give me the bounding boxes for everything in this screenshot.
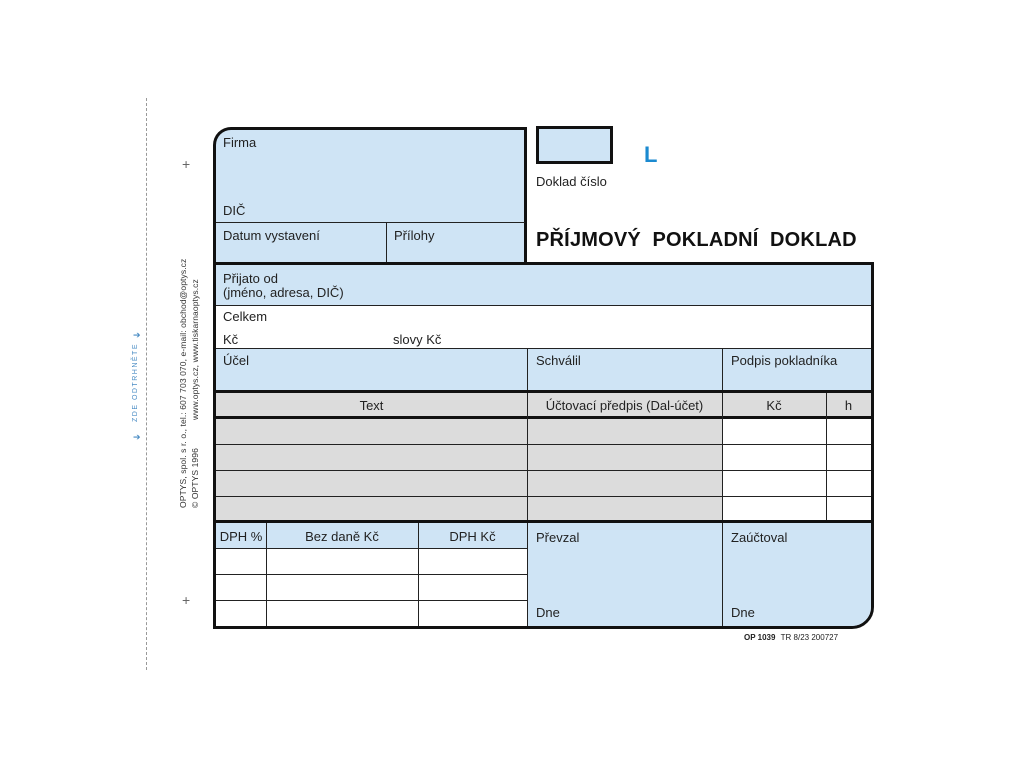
table-header-h: h <box>844 398 853 413</box>
vat-header-rate: DPH % <box>219 529 263 544</box>
arrow-icon: ➔ <box>133 432 141 442</box>
plus-mark-bottom: + <box>182 592 191 608</box>
company-block <box>213 127 527 264</box>
table-row <box>216 574 527 575</box>
divider <box>722 523 723 626</box>
kc-label: Kč <box>223 332 239 347</box>
firma-label: Firma <box>223 135 257 150</box>
divider <box>722 349 723 391</box>
form-version: TR 8/23 200727 <box>780 633 839 642</box>
prilohy-label: Přílohy <box>394 228 435 243</box>
divider <box>722 393 723 521</box>
table-row <box>216 496 871 497</box>
company-info-line1: OPTYS, spol. s r. o., tel.: 607 703 070, e-mail: obchod@optys.cz <box>178 258 188 508</box>
slovy-kc-label: slovy Kč <box>393 332 442 347</box>
divider <box>527 393 528 521</box>
divider <box>527 349 528 391</box>
received-from-label: Přijato od <box>223 271 278 286</box>
cut-line <box>146 98 147 670</box>
company-info-line2: www.optys.cz, www.tiskarnaoptys.cz <box>190 279 200 420</box>
schvalil-label: Schválil <box>536 353 581 368</box>
divider <box>216 305 871 306</box>
divider <box>266 523 267 626</box>
datum-label: Datum vystavení <box>223 228 320 243</box>
table-row <box>216 470 871 471</box>
prevzal-label: Převzal <box>536 530 580 545</box>
zauctoval-label: Zaúčtoval <box>731 530 788 545</box>
cut-label: ZDE ODTRHNĚTE <box>132 343 139 422</box>
doc-number-box[interactable] <box>536 126 613 164</box>
plus-mark-top: + <box>182 156 191 172</box>
doc-number-label: Doklad číslo <box>536 174 607 189</box>
divider <box>418 523 419 626</box>
table-header-account: Účtovací předpis (Dal-účet) <box>545 398 704 413</box>
divider <box>527 523 528 626</box>
podpis-label: Podpis pokladníka <box>731 353 838 368</box>
form-letter: L <box>644 142 658 167</box>
form-code <box>744 633 838 642</box>
arrow-icon: ➔ <box>133 330 141 340</box>
divider <box>216 548 527 549</box>
dic-label: DIČ <box>223 203 246 218</box>
table-row <box>216 600 527 601</box>
vat-header-vat: DPH Kč <box>449 529 496 544</box>
copyright-text: © OPTYS 1996 <box>190 448 200 508</box>
document-title: PŘÍJMOVÝ POKLADNÍ DOKLAD <box>536 229 857 251</box>
received-from-sublabel: (jméno, adresa, DIČ) <box>223 285 344 300</box>
vat-header-base: Bez daně Kč <box>305 529 379 544</box>
table-row <box>216 444 871 445</box>
celkem-label: Celkem <box>223 309 268 324</box>
form-code-number: OP 1039 <box>744 633 776 642</box>
zauctoval-date-label: Dne <box>731 605 755 620</box>
table-header-kc: Kč <box>766 398 782 413</box>
divider <box>826 393 827 521</box>
divider <box>386 222 387 263</box>
prevzal-date-label: Dne <box>536 605 560 620</box>
ucel-label: Účel <box>223 353 250 368</box>
divider <box>216 222 525 223</box>
table-header-text: Text <box>359 398 384 413</box>
